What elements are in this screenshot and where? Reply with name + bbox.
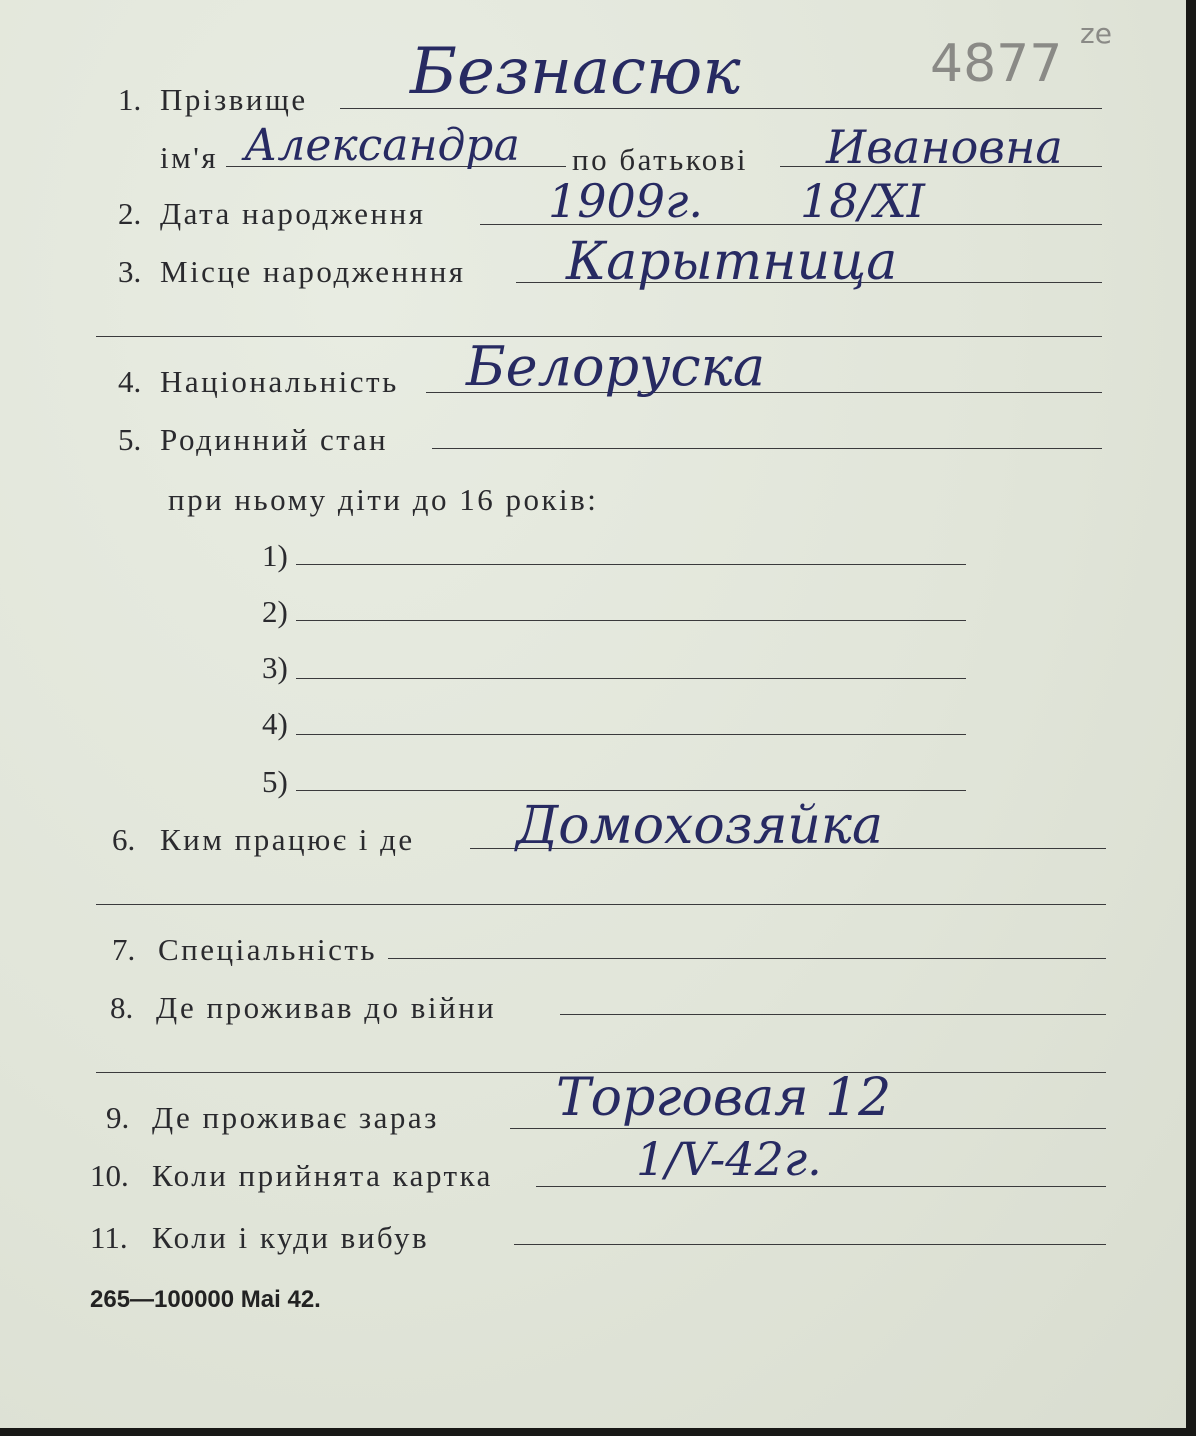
child-4-label: 4) xyxy=(262,706,288,741)
work-value: Домохозяйка xyxy=(516,796,883,856)
birth-year-value: 1909г. xyxy=(548,174,703,228)
field-number-8: 8. xyxy=(110,990,134,1025)
field-number-11: 11. xyxy=(90,1220,128,1255)
work-label: Ким працює і де xyxy=(160,822,415,857)
nationality-value: Белоруска xyxy=(466,335,766,398)
marital-status-line xyxy=(432,448,1102,449)
marital-status-label: Родинний стан xyxy=(160,422,389,457)
archive-number: 4877 xyxy=(930,34,1063,94)
birth-date-label: Дата народження xyxy=(160,196,426,231)
specialty-label: Спеціальність xyxy=(158,932,378,967)
current-residence-label: Де проживає зараз xyxy=(152,1100,439,1135)
surname-label: Прізвище xyxy=(160,82,308,117)
child-1-label: 1) xyxy=(262,538,288,573)
field-number-9: 9. xyxy=(106,1100,130,1135)
departed-line xyxy=(514,1244,1106,1245)
card-accepted-label: Коли прийнята картка xyxy=(152,1158,493,1193)
surname-value: Безнасюк xyxy=(410,35,741,109)
field-number-2: 2. xyxy=(118,196,142,231)
scan-edge-right xyxy=(1186,0,1196,1436)
field-number-3: 3. xyxy=(118,254,142,289)
child-4-line xyxy=(296,734,966,735)
print-code: 265—100000 Mai 42. xyxy=(90,1286,321,1313)
field-number-6: 6. xyxy=(112,822,136,857)
nationality-label: Національність xyxy=(160,364,399,399)
child-2-line xyxy=(296,620,966,621)
patronymic-value: Ивановна xyxy=(826,120,1063,174)
field-number-10: 10. xyxy=(90,1158,129,1193)
field-number-7: 7. xyxy=(112,932,136,967)
child-3-label: 3) xyxy=(262,650,288,685)
work-line-2 xyxy=(96,904,1106,905)
name-label: ім'я xyxy=(160,140,219,175)
patronymic-label: по батькові xyxy=(572,142,748,177)
card-accepted-line xyxy=(536,1186,1106,1187)
child-5-line xyxy=(296,790,966,791)
children-label: при ньому діти до 16 років: xyxy=(168,482,599,517)
field-number-5: 5. xyxy=(118,422,142,457)
field-number-4: 4. xyxy=(118,364,142,399)
birth-place-label: Місце народженння xyxy=(160,254,466,289)
card-accepted-value: 1/V-42г. xyxy=(636,1132,822,1186)
child-3-line xyxy=(296,678,966,679)
scan-edge-bottom xyxy=(0,1428,1196,1436)
child-2-label: 2) xyxy=(262,594,288,629)
current-residence-line xyxy=(510,1128,1106,1129)
departed-label: Коли і куди вибув xyxy=(152,1220,430,1255)
archive-number-suffix: ze xyxy=(1080,17,1112,50)
prewar-residence-label: Де проживав до війни xyxy=(156,990,497,1025)
current-residence-value: Торговая 12 xyxy=(556,1068,892,1128)
birth-day-value: 18/XI xyxy=(800,174,925,228)
prewar-residence-line xyxy=(560,1014,1106,1015)
birth-place-value: Карытница xyxy=(566,232,898,292)
name-value: Александра xyxy=(244,120,520,171)
specialty-line xyxy=(388,958,1106,959)
child-1-line xyxy=(296,564,966,565)
field-number-1: 1. xyxy=(118,82,142,117)
child-5-label: 5) xyxy=(262,764,288,799)
